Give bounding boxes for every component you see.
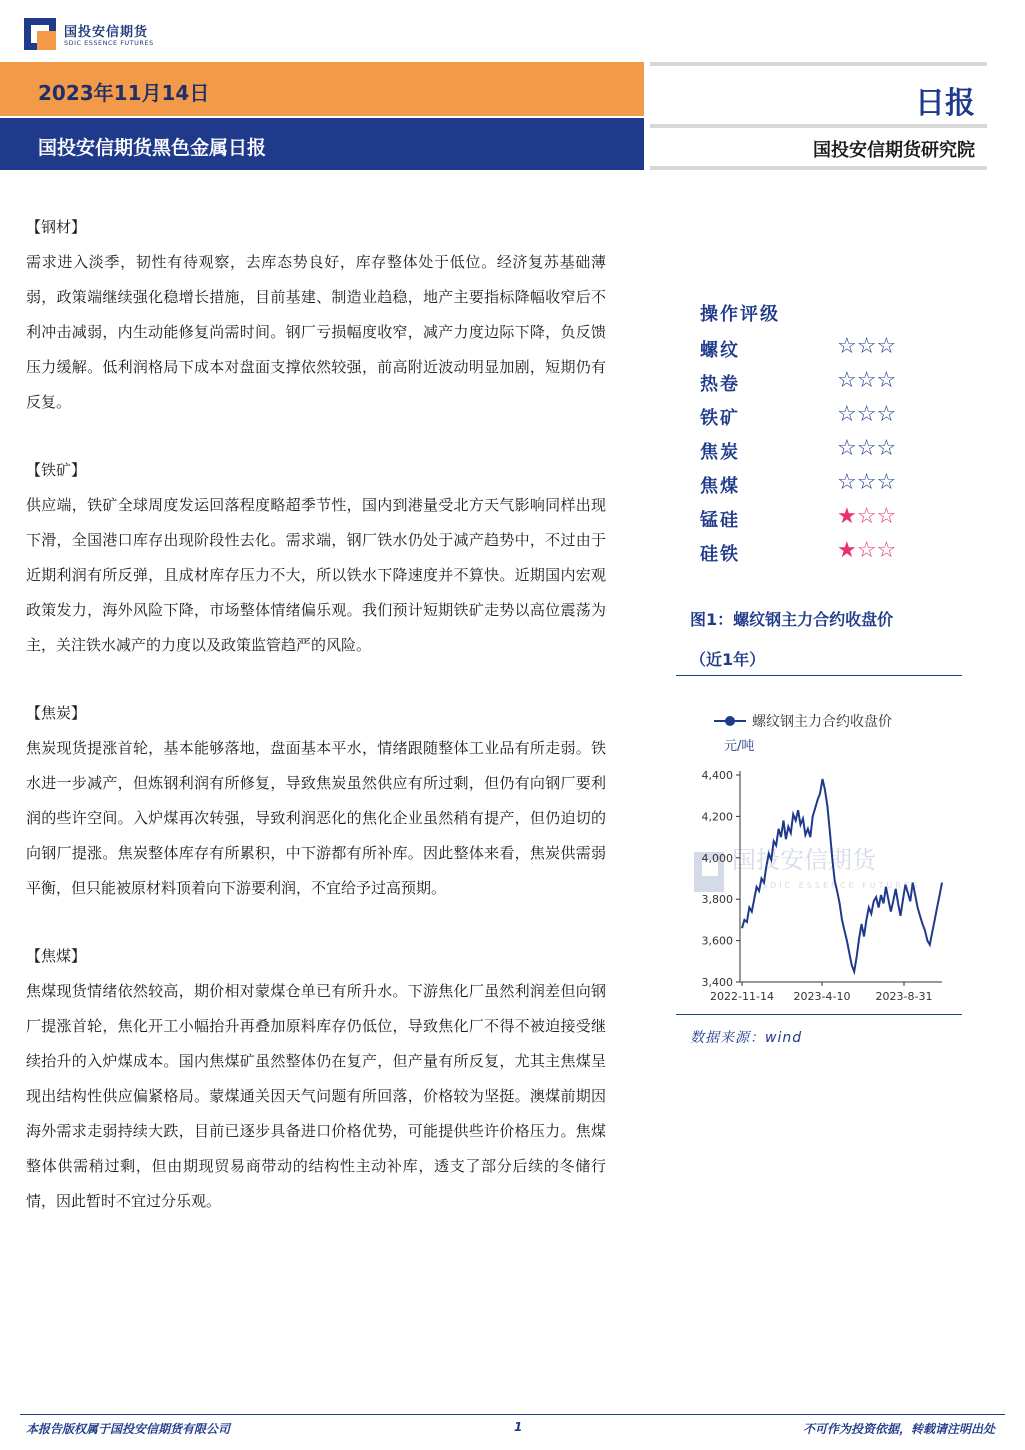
y-tick-label: 4,400	[701, 769, 733, 782]
y-tick-label: 4,000	[701, 851, 733, 865]
figure-title	[690, 600, 960, 680]
rating-stars	[837, 504, 896, 529]
page-number: 1	[514, 1420, 523, 1434]
institute-name: 国投安信期货研究院	[813, 140, 975, 161]
title-band	[0, 118, 644, 170]
star-empty-icon: ☆	[876, 436, 897, 461]
x-tick-label: 2023-4-10	[793, 990, 851, 1003]
rating-row	[700, 434, 960, 468]
rating-list	[700, 332, 960, 570]
rating-stars	[837, 402, 896, 427]
y-tick-label: 3,600	[701, 934, 733, 948]
rating-row	[700, 366, 960, 400]
figure-rule	[676, 675, 962, 676]
watermark-text-cn: 国投安信期货	[732, 846, 876, 874]
star-empty-icon: ☆	[856, 368, 877, 393]
star-empty-icon: ☆	[876, 504, 897, 529]
rating-name: 热卷	[700, 374, 740, 395]
figure-rule	[676, 1014, 962, 1015]
star-empty-icon: ☆	[876, 538, 897, 563]
star-empty-icon: ☆	[837, 334, 857, 359]
rating-name: 螺纹	[700, 340, 740, 361]
report-type: 日报	[915, 86, 975, 121]
legend-label: 螺纹钢主力合约收盘价	[752, 714, 892, 730]
star-empty-icon: ☆	[856, 334, 877, 359]
y-tick-label: 3,800	[701, 893, 733, 907]
star-empty-icon: ☆	[876, 470, 897, 495]
rating-name: 硅铁	[700, 544, 740, 565]
rating-title: 操作评级	[700, 304, 780, 325]
rating-stars	[837, 538, 896, 563]
rebar-price-chart	[676, 680, 966, 1010]
star-empty-icon: ☆	[837, 470, 857, 495]
x-tick-label: 2023-8-31	[875, 990, 933, 1003]
header-divider	[650, 124, 987, 128]
section-text: 焦煤现货情绪依然较高，期价相对蒙煤仓单已有所升水。下游焦化厂虽然利润差但向钢厂提涨首轮，焦化开工小幅抬升再叠加原料库存仍低位，导致焦化厂不得不被迫接受继续抬升的入炉煤成本。国内焦煤矿虽然整体仍在复产，但产量有所反复，尤其主焦煤呈现出结构性供应偏紧格局。蒙煤通关因天气问题有所回落，价格较为坚挺。澳煤前期因海外需求走弱持续大跌，目前已逐步具备进口价格优势，可能提供些许价格压力。焦煤整体供需稍过剩，但由期现贸易商带动的结构性主动补库，透支了部分后续的冬储行情，因此暂时不宜过分乐观。	[26, 982, 606, 1210]
section-title: 【铁矿】	[26, 461, 87, 479]
section-text: 焦炭现货提涨首轮，基本能够落地，盘面基本平水，情绪跟随整体工业品有所走弱。铁水进一步减产，但炼钢利润有所修复，导致焦炭虽然供应有所过剩，但仍有向钢厂要利润的些许空间。入炉煤再次转强，导致利润恶化的焦化企业虽然稍有提产，但仍迫切的向钢厂提涨。焦炭整体库存有所累积，中下游都有所补库。因此整体来看，焦炭供需弱平衡，但只能被原材料顶着向下游要利润，不宜给予过高预期。	[26, 739, 606, 897]
watermark-text-en: SDIC ESSENCE FUTURES	[762, 881, 921, 890]
star-empty-icon: ☆	[837, 402, 857, 427]
rating-name: 焦炭	[700, 442, 740, 463]
section-title: 【焦煤】	[26, 947, 87, 965]
star-empty-icon: ☆	[856, 504, 877, 529]
section-coking-coal	[26, 939, 606, 1219]
rating-name: 锰硅	[700, 510, 740, 531]
legend-marker-icon	[725, 716, 735, 726]
rating-stars	[837, 470, 896, 495]
rating-name: 焦煤	[700, 476, 740, 497]
section-coke	[26, 696, 606, 906]
header-divider	[650, 166, 987, 170]
star-filled-icon: ★	[837, 504, 857, 529]
series-line	[742, 779, 942, 972]
section-iron-ore	[26, 453, 606, 663]
rating-row	[700, 536, 960, 570]
section-text: 需求进入淡季，韧性有待观察，去库态势良好，库存整体处于低位。经济复苏基础薄弱，政策端继续强化稳增长措施，目前基建、制造业趋稳，地产主要指标降幅收窄后不利冲击减弱，内生动能修复尚需时间。钢厂亏损幅度收窄，减产力度边际下降，负反馈压力缓解。低利润格局下成本对盘面支撑依然较强，前高附近波动明显加剧，短期仍有反复。	[26, 253, 606, 411]
logo-name-en: SDIC ESSENCE FUTURES	[64, 39, 154, 47]
star-filled-icon: ★	[837, 538, 857, 563]
star-empty-icon: ☆	[856, 538, 877, 563]
company-logo	[24, 18, 184, 52]
rating-stars	[837, 334, 896, 359]
y-tick-label: 4,200	[701, 810, 733, 824]
section-title: 【焦炭】	[26, 704, 87, 722]
star-empty-icon: ☆	[876, 402, 897, 427]
rating-stars	[837, 436, 896, 461]
rating-row	[700, 400, 960, 434]
section-title: 【钢材】	[26, 218, 87, 236]
report-date: 2023年11月14日	[38, 81, 210, 105]
star-empty-icon: ☆	[837, 436, 857, 461]
rating-stars	[837, 368, 896, 393]
y-unit-label: 元/吨	[724, 739, 755, 754]
star-empty-icon: ☆	[876, 334, 897, 359]
date-band	[0, 62, 644, 116]
footer-copyright: 本报告版权属于国投安信期货有限公司	[26, 1422, 231, 1436]
commentary-column	[26, 210, 606, 1219]
logo-mark-icon	[24, 18, 56, 50]
section-steel	[26, 210, 606, 420]
footer-disclaimer: 不可作为投资依据，转载请注明出处	[802, 1422, 995, 1436]
star-empty-icon: ☆	[876, 368, 897, 393]
report-title: 国投安信期货黑色金属日报	[38, 137, 267, 159]
section-text: 供应端，铁矿全球周度发运回落程度略超季节性，国内到港量受北方天气影响同样出现下滑，全国港口库存出现阶段性去化。需求端，钢厂铁水仍处于减产趋势中，不过由于近期利润有所反弹，且成材库存压力不大，所以铁水下降速度并不算快。近期国内宏观政策发力，海外风险下降，市场整体情绪偏乐观。我们预计短期铁矿走势以高位震荡为主，关注铁水减产的力度以及政策监管趋严的风险。	[26, 496, 606, 654]
footer-divider	[20, 1414, 1005, 1415]
x-tick-label: 2022-11-14	[710, 990, 774, 1003]
logo-name-cn: 国投安信期货	[64, 25, 149, 40]
y-tick-label: 3,400	[701, 976, 733, 989]
chart-legend	[714, 713, 892, 730]
rating-row	[700, 468, 960, 502]
star-empty-icon: ☆	[856, 436, 877, 461]
data-source: 数据来源：wind	[690, 1030, 803, 1046]
figure-title-line2: （近1年）	[690, 650, 766, 669]
rating-name: 铁矿	[700, 408, 740, 429]
star-empty-icon: ☆	[856, 470, 877, 495]
header-divider	[650, 62, 987, 66]
star-empty-icon: ☆	[856, 402, 877, 427]
rating-row	[700, 502, 960, 536]
figure-title-line1: 图1：螺纹钢主力合约收盘价	[690, 610, 894, 629]
rating-row	[700, 332, 960, 366]
star-empty-icon: ☆	[837, 368, 857, 393]
